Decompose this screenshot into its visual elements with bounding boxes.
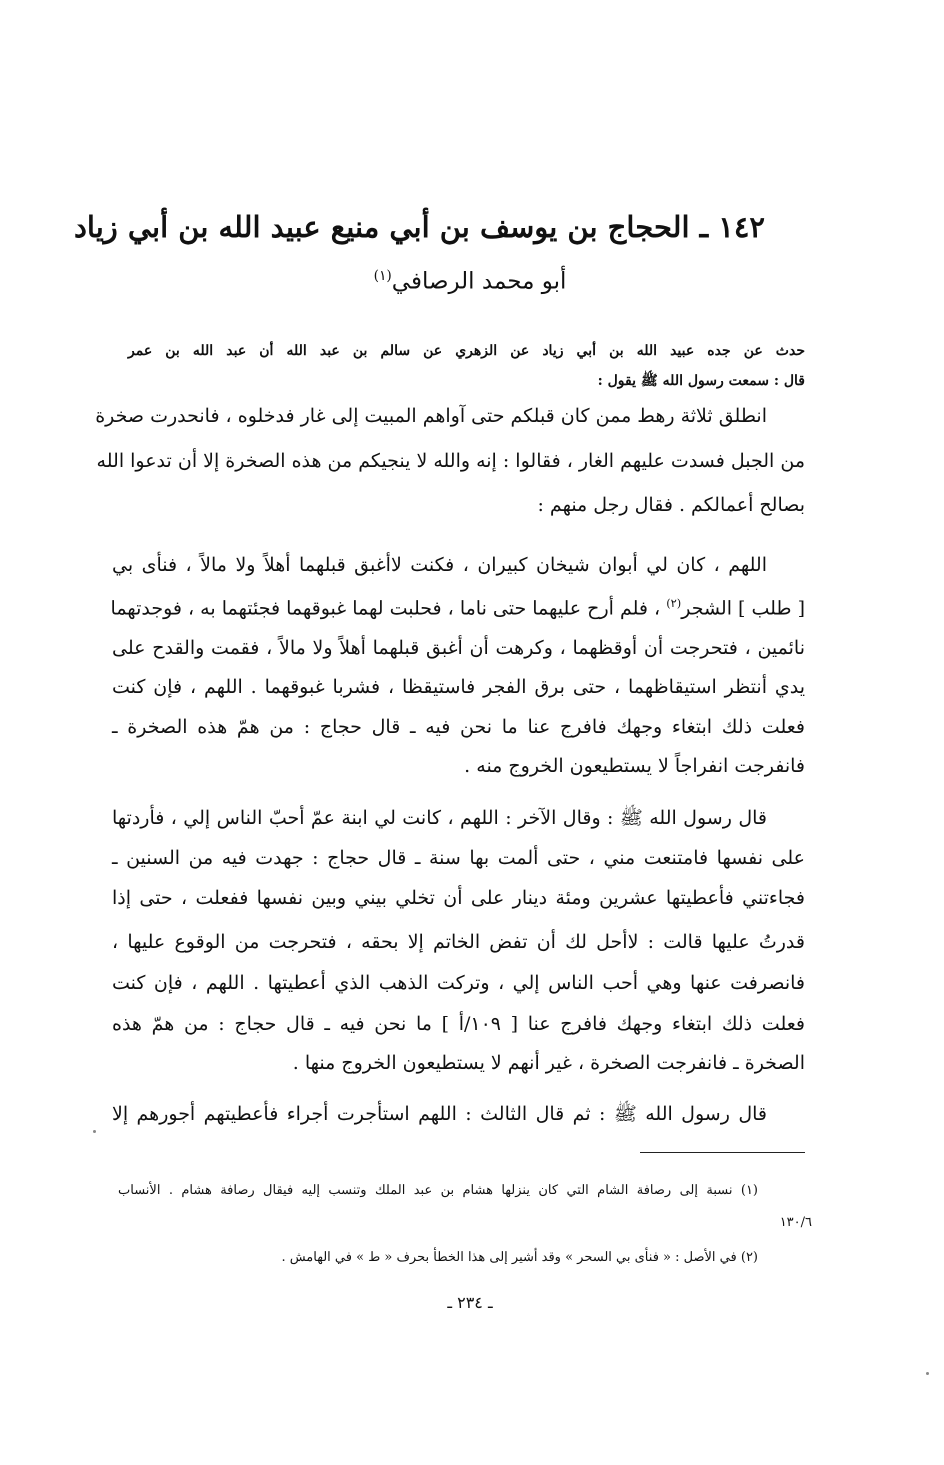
paragraph-1-line: بصالح أعمالكم . فقال رجل منهم : [537,494,805,516]
paragraph-3-line: فعلت ذلك ابتغاء وجهك فافرج عنا [ ١٠٩/أ ] ما نحن فيه ـ قال حجاج : من همّ هذه [112,1013,805,1035]
footnote-2: (٢) في الأصل : « فنأى بي السحر » وقد أشير إلى هذا الخطأ بحرف « ط » في الهامش . [281,1250,758,1265]
scan-speck [93,1130,96,1133]
paragraph-3-line: قال رسول الله ﷺ : وقال الآخر : اللهم ، كانت لي ابنة عمّ أحبّ الناس إلي ، فأردتها [112,807,767,829]
subtitle-text: أبو محمد الرصافي [391,268,567,295]
paragraph-2-line: فانفرجت انفراجاً لا يستطيعون الخروج منه . [464,755,805,777]
paragraph-2-line: اللهم ، كان لي أبوان شيخان كبيران ، فكنت لاأغبق قبلهما أهلاً ولا مالاً ، فنأى بي [112,554,767,576]
paragraph-3-line: على نفسها فامتنعت مني ، حتى ألمت بها سنة ـ قال حجاج : جهدت فيه من السنين ـ [112,847,805,869]
paragraph-2-line: يدي أنتظر استيقاظهما ، حتى برق الفجر فاستيقظا ، فشربا غبوقهما . اللهم ، فإن كنت [112,676,805,698]
paragraph-3-line: فانصرفت عنها وهي أحب الناس إلي ، وتركت الذهب الذي أعطيتها . اللهم ، فإن كنت [112,972,805,994]
bracket-insertion: [ طلب ] الشجر [681,597,805,620]
paragraph-1-line: من الجبل فسدت عليهم الغار ، فقالوا : إنه والله لا ينجيكم من هذه الصخرة إلا أن تدعوا الله [96,450,805,472]
page-number: ـ ٢٣٤ ـ [447,1293,493,1312]
paragraph-3-line: قدرتُ عليها قالت : لاأحل لك أن تفض الخاتم إلا بحقه ، فتحرجت من الوقوع عليها ، [112,931,805,953]
paragraph-2-line: فعلت ذلك ابتغاء وجهك فافرج عنا ما نحن فيه ـ قال حجاج : من همّ هذه الصخرة ـ [112,716,805,738]
isnad-line-2: قال : سمعت رسول الله ﷺ يقول : [597,373,805,389]
isnad-line-1: حدث عن جده عبيد الله بن أبي زياد عن الزهري عن سالم بن عبد الله أن عبد الله بن عمر [128,343,805,359]
footnote-1: (١) نسبة إلى رصافة الشام التي كان ينزلها هشام بن عبد الملك وتنسب إليه فيقال رصافة هشام . الأنساب [118,1183,758,1198]
footnote-ref-2: (٢) [666,596,682,610]
entry-subtitle [330,268,610,295]
footnote-ref-1: (١) [373,268,392,284]
paragraph-1-line: انطلق ثلاثة رهط ممن كان قبلكم حتى آواهم المبيت إلى غار فدخلوه ، فانحدرت صخرة [95,405,767,427]
paragraph-2-line-rest: ، فلم أرح عليهما حتى ناما ، فحلبت لهما غبوقهما فجئتهما به ، فوجدتهما [110,597,661,620]
footnote-separator [640,1152,805,1153]
paragraph-3-line: فجاءتني فأعطيتها عشرين ومئة دينار على أن تخلي بيني وبين نفسها ففعلت ، حتى إذا [112,887,805,909]
paragraph-4-line: قال رسول الله ﷺ : ثم قال الثالث : اللهم استأجرت أجراء فأعطيتهم أجورهم إلا [112,1103,767,1125]
paragraph-3-line: الصخرة ـ فانفرجت الصخرة ، غير أنهم لا يستطيعون الخروج منها . [292,1052,805,1074]
entry-title: ١٤٢ ـ الحجاج بن يوسف بن أبي منيع عبيد الله بن أبي زياد [73,210,765,244]
paragraph-2-line [112,596,805,619]
footnote-1-continuation: ١٣٠/٦ [779,1215,812,1230]
paragraph-2-line: نائمين ، فتحرجت أن أوقظهما ، وكرهت أن أغبق قبلهما أهلاً ولا مالاً ، فقمت والقدح على [112,637,805,659]
scan-speck [926,1372,929,1375]
